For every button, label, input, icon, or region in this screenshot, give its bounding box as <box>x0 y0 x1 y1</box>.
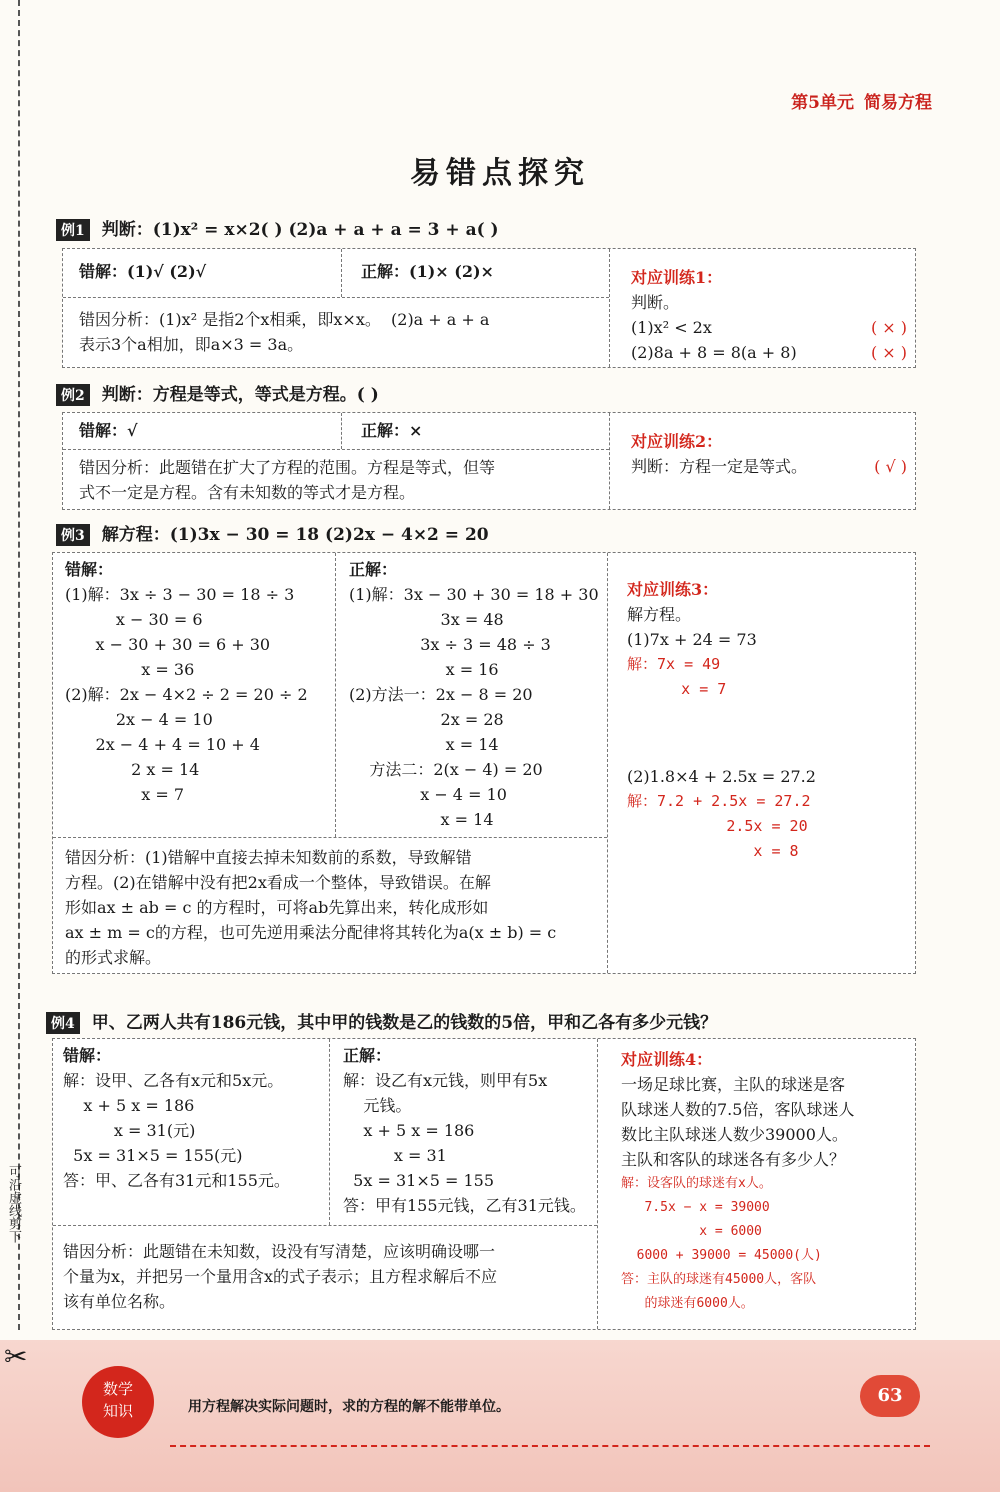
example-1-analysis: 错因分析：(1)x² 是指2个x相乘，即x×x。 (2)a + a + a 表示3个a相加，即a×3 = 3a。 <box>79 310 490 354</box>
example-1-question <box>56 215 499 241</box>
example-1-right: 正解：(1)× (2)× <box>361 262 494 281</box>
example-2-question <box>56 380 379 406</box>
example-3-box <box>52 552 916 974</box>
scissors-icon: ✂ <box>4 1340 28 1373</box>
example-2-tag: 例2 <box>56 384 90 406</box>
example-1-question-text: 判断：(1)x² = x×2( ) (2)a + a + a = 3 + a( ) <box>101 220 499 240</box>
example-2-box <box>62 412 916 510</box>
training-2: 对应训练2： 判断：方程一定是等式。 ( √ ) <box>631 432 907 476</box>
example-2-right: 正解：× <box>361 421 423 440</box>
example-3-right: 正解： (1)解：3x − 30 + 30 = 18 + 30 3x = 48 3x ÷ 3 = 48 ÷ 3 x = 16 (2)方法一：2x − 8 = 20 2x = 28 x = 14 方法二：2(x − 4) = 20 x − 4 = 10 x = 14 <box>349 560 599 829</box>
footer-tip: 用方程解决实际问题时，求的方程的解不能带单位。 <box>188 1399 510 1415</box>
example-3-tag: 例3 <box>56 524 90 546</box>
footer-dashed-line <box>170 1445 930 1447</box>
example-2-wrong: 错解：√ <box>79 421 138 440</box>
example-4-right: 正解： 解：设乙有x元钱，则甲有5x 元钱。 x + 5 x = 186 x = 31 5x = 31×5 = 155 答：甲有155元钱，乙有31元钱。 <box>343 1046 586 1215</box>
unit-topic: 简易方程 <box>864 93 932 113</box>
example-4-question <box>46 1008 717 1034</box>
unit-header <box>791 88 932 113</box>
training-4: 对应训练4： 一场足球比赛，主队的球迷是客 队球迷人数的7.5倍，客队球迷人 数比主队球迷人数少39000人。 主队和客队的球迷各有多少人？ 解：设客队的球迷有x人。 7.5x − x = 39000 x = 6000 6000 + 39000 = 45000(人) 答：主队的球迷有45000人，客队 的球迷有6000人。 <box>621 1050 855 1311</box>
example-1-box <box>62 248 916 368</box>
example-4-box <box>52 1038 916 1330</box>
training-3: 对应训练3： 解方程。 (1)7x + 24 = 73 解：7x = 49 x = 7 (2)1.8×4 + 2.5x = 27.2 解：7.2 + 2.5x = 27.2 2.5x = 20 x = 8 <box>627 580 816 860</box>
unit-number: 第5单元 <box>791 93 854 113</box>
cut-dashed-line <box>18 0 20 1330</box>
example-3-question-text: 解方程：(1)3x − 30 = 18 (2)2x − 4×2 = 20 <box>101 525 489 545</box>
example-3-question <box>56 520 489 546</box>
example-4-analysis: 错因分析：此题错在未知数，设没有写清楚，应该明确设哪一 个量为x，并把另一个量用含x的式子表示；且方程求解后不应 该有单位名称。 <box>63 1242 498 1311</box>
example-3-analysis: 错因分析：(1)错解中直接去掉未知数前的系数，导致解错 方程。(2)在错解中没有把2x看成一个整体，导致错误。在解 形如ax ± ab = c 的方程时，可将ab先算出来，转化成形如 ax ± m = c的方程，也可先逆用乘法分配律将其转化为a(x ± b) = c 的形式求解。 <box>65 848 557 967</box>
cut-label: 可沿虚线剪下 <box>6 1165 21 1243</box>
example-1-tag: 例1 <box>56 219 90 241</box>
example-4-question-text: 甲、乙两人共有186元钱，其中甲的钱数是乙的钱数的5倍，甲和乙各有多少元钱？ <box>91 1013 718 1033</box>
example-4-tag: 例4 <box>46 1012 80 1034</box>
training-1-title: 对应训练1： <box>631 268 723 287</box>
example-4-wrong: 错解： 解：设甲、乙各有x元和5x元。 x + 5 x = 186 x = 31(元) 5x = 31×5 = 155(元) 答：甲、乙各有31元和155元。 <box>63 1046 290 1190</box>
math-knowledge-badge: 数学 知识 <box>82 1366 154 1438</box>
example-2-analysis: 错因分析：此题错在扩大了方程的范围。方程是等式，但等 式不一定是方程。含有未知数的等式才是方程。 <box>79 458 496 502</box>
example-1-wrong: 错解：(1)√ (2)√ <box>79 262 207 281</box>
training-1: 对应训练1： 判断。 (1)x² < 2x ( × ) (2)8a + 8 = 8(a + 8) ( × ) <box>631 265 907 365</box>
example-3-wrong: 错解： (1)解：3x ÷ 3 − 30 = 18 ÷ 3 x − 30 = 6 x − 30 + 30 = 6 + 30 x = 36 (2)解：2x − 4×2 ÷ 2 = 20 ÷ 2 2x − 4 = 10 2x − 4 + 4 = 10 + 4 2 x = 14 x = 7 <box>65 560 308 804</box>
example-2-question-text: 判断：方程是等式，等式是方程。( ) <box>101 385 379 405</box>
page-title: 易错点探究 <box>410 156 590 191</box>
page-number: 63 <box>860 1375 920 1417</box>
